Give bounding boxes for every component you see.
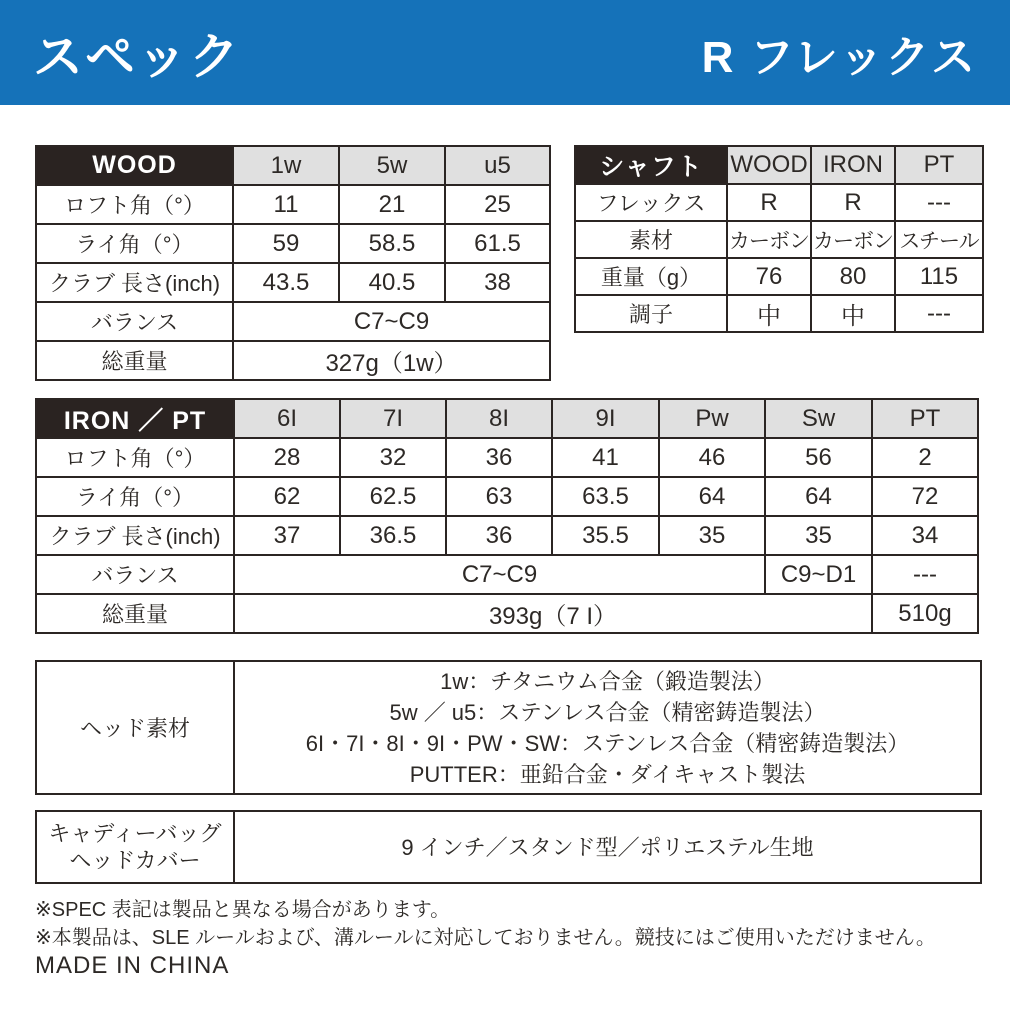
- row-label-flex: フレックス: [575, 184, 727, 221]
- caddy-bag-table: [35, 810, 982, 884]
- iron-col-sw: Sw: [765, 399, 872, 438]
- row-label-loft: ロフト角（°）: [36, 438, 234, 477]
- table-row: [36, 263, 550, 302]
- table-cell: R: [811, 184, 895, 221]
- table-cell: 35: [659, 516, 765, 555]
- table-row: [575, 258, 983, 295]
- table-cell: 35: [765, 516, 872, 555]
- table-cell: 34: [872, 516, 978, 555]
- table-cell: 63: [446, 477, 552, 516]
- table-cell: 11: [233, 185, 339, 224]
- wood-col-1w: 1w: [233, 146, 339, 185]
- row-label-lie: ライ角（°）: [36, 477, 234, 516]
- iron-col-pt: PT: [872, 399, 978, 438]
- table-cell-span: C7~C9: [233, 302, 550, 341]
- table-row: [36, 185, 550, 224]
- page-title: スペック: [33, 28, 241, 85]
- table-cell: 72: [872, 477, 978, 516]
- table-row: [36, 438, 978, 477]
- caddy-label-line1: キャディーバッグ: [48, 821, 222, 846]
- table-row: [36, 516, 978, 555]
- made-in-label: MADE IN CHINA: [35, 952, 230, 979]
- table-cell: 115: [895, 258, 983, 295]
- table-cell-span: C7~C9: [234, 555, 765, 594]
- table-cell: C9~D1: [765, 555, 872, 594]
- head-material-line: 1w：チタニウム合金（鍛造製法）: [440, 668, 775, 694]
- table-cell: 58.5: [339, 224, 445, 263]
- table-row: [36, 555, 978, 594]
- table-row: [36, 661, 981, 794]
- table-cell: ---: [895, 295, 983, 332]
- table-cell: 35.5: [552, 516, 659, 555]
- row-label-weight: 重量（g）: [575, 258, 727, 295]
- head-material-content: [234, 661, 981, 794]
- table-row: [36, 302, 550, 341]
- table-cell: 43.5: [233, 263, 339, 302]
- head-material-line: 5w ／ u5：ステンレス合金（精密鋳造製法）: [389, 699, 826, 725]
- table-cell: カーボン: [727, 221, 811, 258]
- table-cell: ---: [895, 184, 983, 221]
- table-cell: 59: [233, 224, 339, 263]
- shaft-col-pt: PT: [895, 146, 983, 184]
- row-label-material: 素材: [575, 221, 727, 258]
- table-cell: 56: [765, 438, 872, 477]
- row-label-balance: バランス: [36, 555, 234, 594]
- row-label-balance: バランス: [36, 302, 233, 341]
- table-row: [575, 221, 983, 258]
- table-cell: 25: [445, 185, 550, 224]
- shaft-col-wood: WOOD: [727, 146, 811, 184]
- row-label-kick-point: 調子: [575, 295, 727, 332]
- wood-col-5w: 5w: [339, 146, 445, 185]
- table-cell: 36: [446, 516, 552, 555]
- table-cell: 36.5: [340, 516, 446, 555]
- table-cell: カーボン: [811, 221, 895, 258]
- iron-col-pw: Pw: [659, 399, 765, 438]
- head-material-line: PUTTER：亜鉛合金・ダイキャスト製法: [409, 761, 806, 787]
- table-row: [36, 224, 550, 263]
- row-label-loft: ロフト角（°）: [36, 185, 233, 224]
- table-cell: 38: [445, 263, 550, 302]
- table-row: [36, 477, 978, 516]
- head-material-table: [35, 660, 982, 795]
- row-label-length: クラブ 長さ(inch): [36, 263, 233, 302]
- table-cell: 中: [811, 295, 895, 332]
- table-cell: 41: [552, 438, 659, 477]
- table-cell: 中: [727, 295, 811, 332]
- table-cell: R: [727, 184, 811, 221]
- table-cell: ---: [872, 555, 978, 594]
- shaft-table-title: シャフト: [575, 146, 727, 184]
- iron-col-7i: 7I: [340, 399, 446, 438]
- wood-col-u5: u5: [445, 146, 550, 185]
- table-row: [36, 341, 550, 380]
- shaft-table: [574, 145, 984, 333]
- table-cell: 76: [727, 258, 811, 295]
- footer-note-2: ※本製品は、SLE ルールおよび、溝ルールに対応しておりません。競技にはご使用いただけません。: [35, 927, 936, 949]
- table-cell-span: 393g（7 I）: [234, 594, 872, 633]
- iron-pt-table: [35, 398, 979, 634]
- table-cell: 64: [765, 477, 872, 516]
- iron-col-9i: 9I: [552, 399, 659, 438]
- caddy-bag-value: [234, 811, 981, 883]
- flex-label: R フレックス: [701, 32, 977, 82]
- table-cell: 2: [872, 438, 978, 477]
- table-cell: 61.5: [445, 224, 550, 263]
- row-label-lie: ライ角（°）: [36, 224, 233, 263]
- iron-col-6i: 6I: [234, 399, 340, 438]
- footer-note-1: ※SPEC 表記は製品と異なる場合があります。: [35, 899, 451, 921]
- table-cell: 46: [659, 438, 765, 477]
- table-cell: 62.5: [340, 477, 446, 516]
- table-cell: 36: [446, 438, 552, 477]
- table-cell: 37: [234, 516, 340, 555]
- table-cell: 64: [659, 477, 765, 516]
- spec-header-bar: [0, 0, 1010, 105]
- table-row: [575, 295, 983, 332]
- head-material-line: 6I・7I・8I・9I・PW・SW：ステンレス合金（精密鋳造製法）: [305, 730, 910, 756]
- row-label-total-weight: 総重量: [36, 341, 233, 380]
- table-cell: 21: [339, 185, 445, 224]
- table-row: [575, 184, 983, 221]
- table-cell: 63.5: [552, 477, 659, 516]
- table-cell-span: 327g（1w）: [233, 341, 550, 380]
- shaft-col-iron: IRON: [811, 146, 895, 184]
- wood-table-title: WOOD: [36, 146, 233, 185]
- table-cell: 510g: [872, 594, 978, 633]
- row-label-length: クラブ 長さ(inch): [36, 516, 234, 555]
- caddy-value-line: 9 インチ／スタンド型／ポリエステル生地: [401, 834, 814, 860]
- table-cell: 62: [234, 477, 340, 516]
- table-row: [36, 811, 981, 883]
- table-cell: 32: [340, 438, 446, 477]
- iron-col-8i: 8I: [446, 399, 552, 438]
- wood-table: [35, 145, 551, 381]
- iron-table-title: IRON ／ PT: [36, 399, 234, 438]
- caddy-label-line2: ヘッドカバー: [69, 848, 201, 873]
- table-cell: スチール: [895, 221, 983, 258]
- table-row: [36, 594, 978, 633]
- table-cell: 80: [811, 258, 895, 295]
- row-label-total-weight: 総重量: [36, 594, 234, 633]
- row-label-caddy-bag: [36, 811, 234, 883]
- table-cell: 40.5: [339, 263, 445, 302]
- row-label-head-material: ヘッド素材: [36, 661, 234, 794]
- table-cell: 28: [234, 438, 340, 477]
